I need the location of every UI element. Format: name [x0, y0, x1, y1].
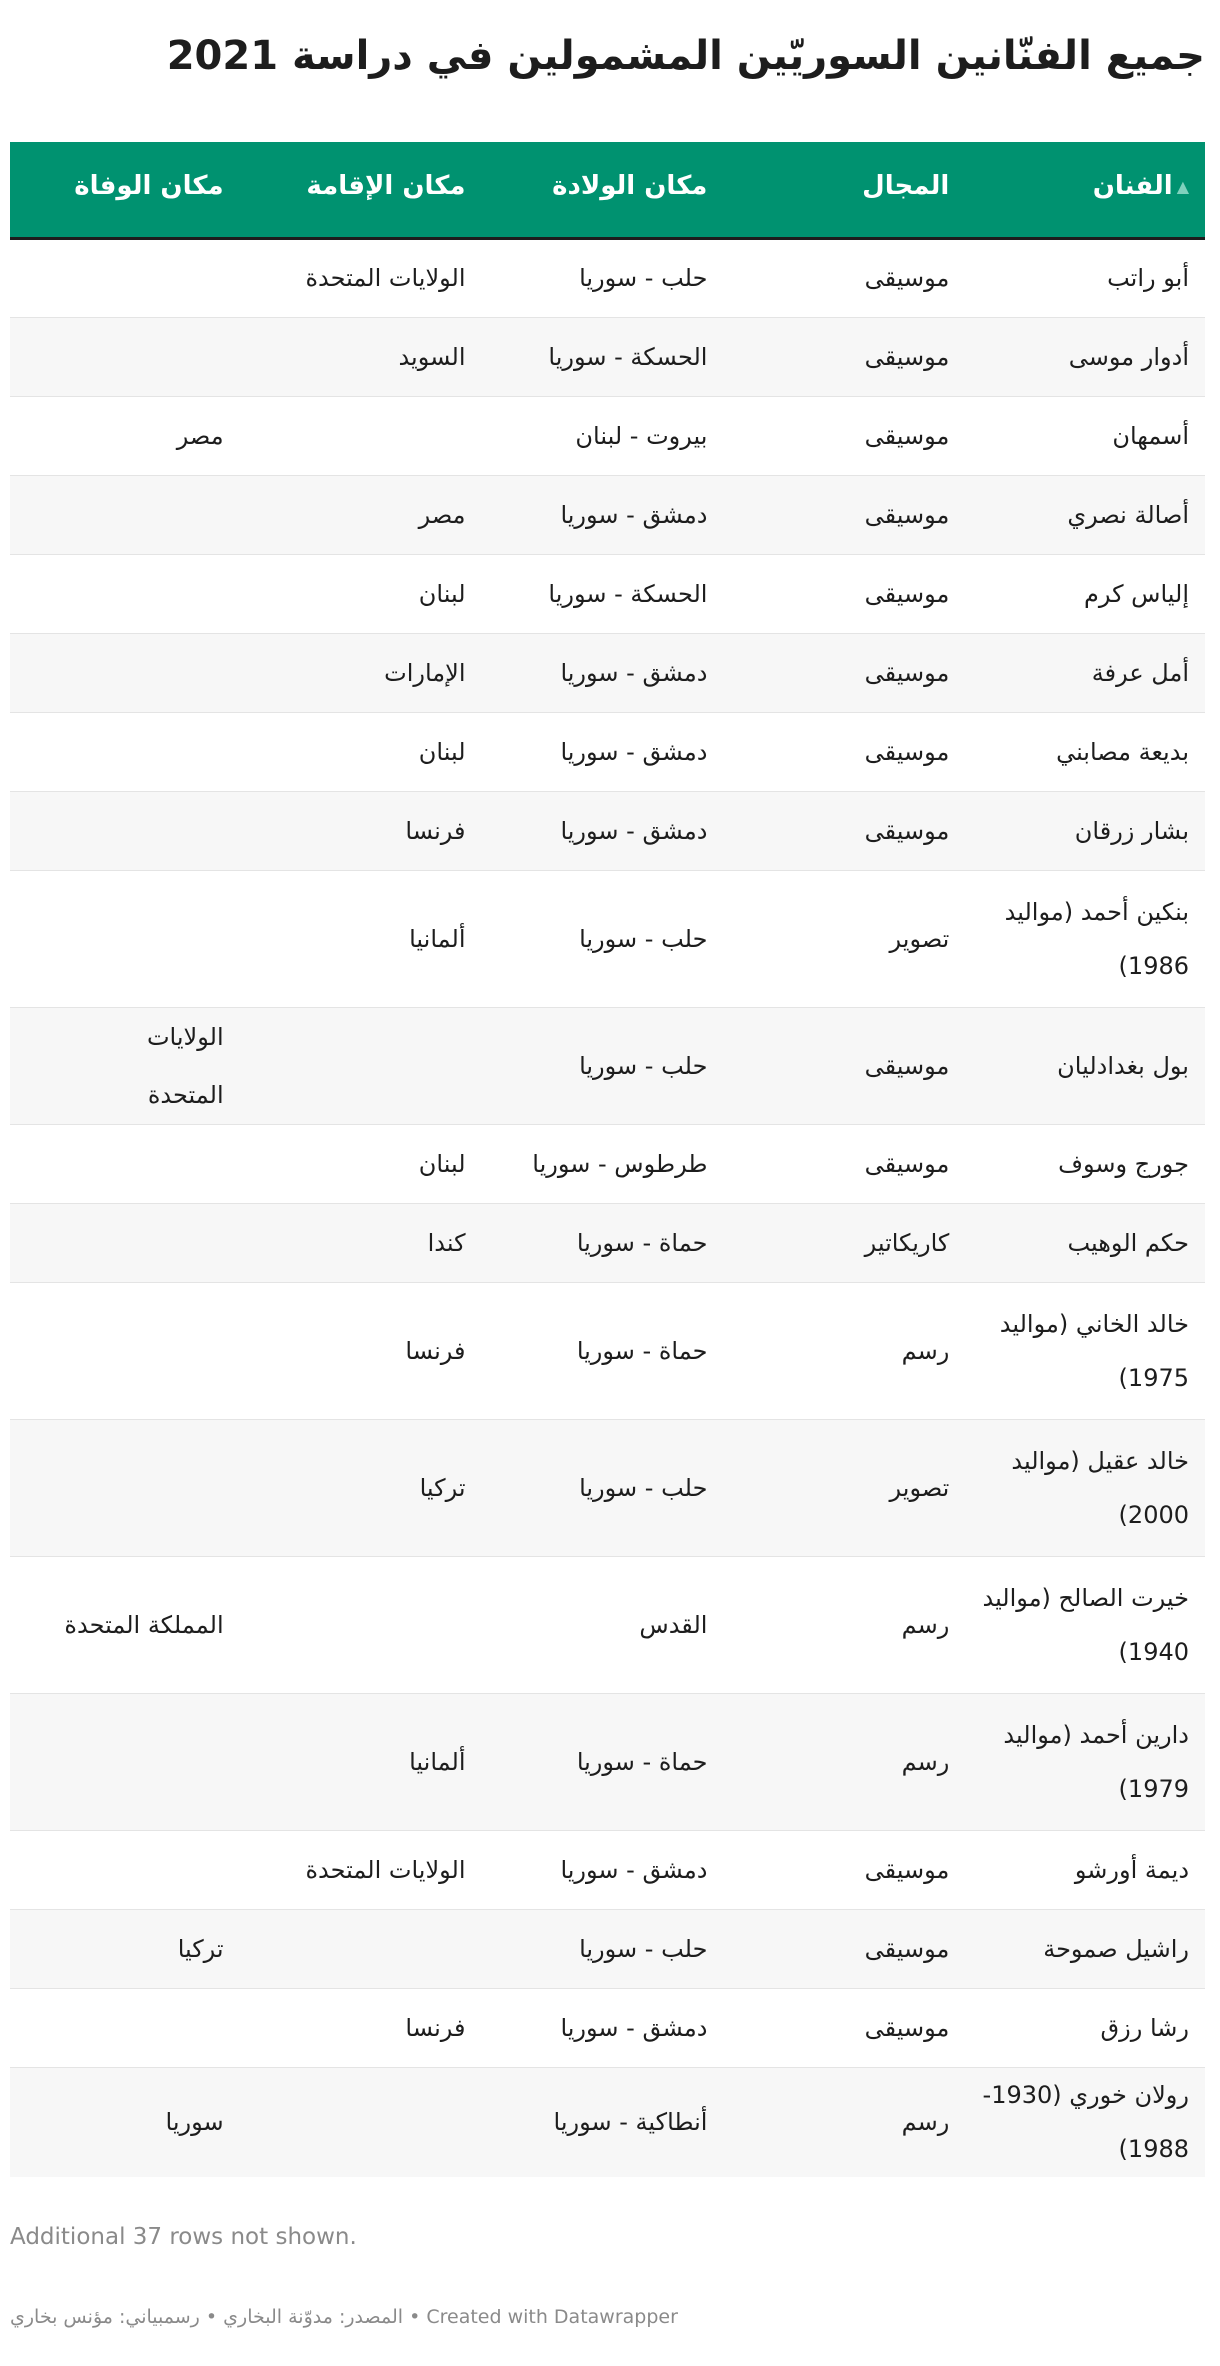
cell-deathplace	[10, 712, 240, 791]
cell-artist: أصالة نصري	[965, 475, 1205, 554]
cell-deathplace	[10, 1282, 240, 1419]
cell-birthplace: الحسكة - سوريا	[482, 317, 724, 396]
cell-artist: بنكين أحمد (مواليد 1986)	[965, 870, 1205, 1007]
cell-residence	[240, 396, 482, 475]
cell-birthplace: دمشق - سوريا	[482, 712, 724, 791]
cell-artist: أمل عرفة	[965, 633, 1205, 712]
table-row	[10, 2067, 1205, 2177]
table-row	[10, 1124, 1205, 1203]
cell-birthplace: حماة - سوريا	[482, 1203, 724, 1282]
table-row	[10, 1007, 1205, 1124]
table-row	[10, 712, 1205, 791]
cell-birthplace: أنطاكية - سوريا	[553, 2108, 708, 2137]
cell-birthplace: الحسكة - سوريا	[482, 554, 724, 633]
cell-deathplace: تركيا	[10, 1909, 240, 1988]
cell-artist: رشا رزق	[965, 1988, 1205, 2067]
cell-artist: دارين أحمد (مواليد 1979)	[965, 1693, 1205, 1830]
cell-birthplace: بيروت - لبنان	[482, 396, 724, 475]
cell-artist: خالد الخاني (مواليد 1975)	[965, 1282, 1205, 1419]
table-row	[10, 1909, 1205, 1988]
cell-residence	[240, 1556, 482, 1693]
cell-field: رسم	[723, 1693, 965, 1830]
cell-field: موسيقى	[723, 1124, 965, 1203]
cell-residence: لبنان	[240, 1124, 482, 1203]
column-header-label: مكان الوفاة	[74, 171, 224, 202]
column-header-deathplace[interactable]	[10, 142, 240, 238]
column-header-label: الفنان	[1092, 171, 1173, 202]
table-row	[10, 554, 1205, 633]
table-row	[10, 1830, 1205, 1909]
cell-deathplace: سوريا	[165, 2108, 224, 2137]
cell-residence: ألمانيا	[240, 870, 482, 1007]
cell-artist: خيرت الصالح (مواليد 1940)	[965, 1556, 1205, 1693]
cell-field: كاريكاتير	[723, 1203, 965, 1282]
cell-artist: حكم الوهيب	[965, 1203, 1205, 1282]
cell-field: موسيقى	[723, 554, 965, 633]
cell-field: تصوير	[723, 870, 965, 1007]
cell-deathplace	[10, 238, 240, 317]
table-row	[10, 1419, 1205, 1556]
cell-residence: فرنسا	[240, 1282, 482, 1419]
column-header-label: المجال	[862, 171, 950, 202]
footer-separator: •	[409, 2306, 421, 2328]
table-title: جميع الفنّانين السوريّين المشمولين في دراسة 2021	[166, 33, 1205, 79]
cell-deathplace: الولايات المتحدة	[10, 1007, 240, 1124]
cell-deathplace	[10, 633, 240, 712]
table-row	[10, 1282, 1205, 1419]
cell-birthplace: حلب - سوريا	[482, 1419, 724, 1556]
cell-birthplace: القدس	[482, 1556, 724, 1693]
cell-field: موسيقى	[723, 712, 965, 791]
cell-residence	[240, 1909, 482, 1988]
table-body	[10, 238, 1205, 2177]
cell-residence: الإمارات	[240, 633, 482, 712]
cell-field: موسيقى	[723, 396, 965, 475]
cell-artist: أبو راتب	[965, 238, 1205, 317]
cell-artist: بديعة مصابني	[965, 712, 1205, 791]
cell-artist: أدوار موسى	[965, 317, 1205, 396]
column-header-residence[interactable]	[240, 142, 482, 238]
cell-residence	[240, 2067, 482, 2177]
footer-credit: رسمبياني: مؤنس بخاري	[10, 2306, 200, 2328]
cell-residence: الولايات المتحدة	[240, 238, 482, 317]
cell-field: موسيقى	[723, 1830, 965, 1909]
cell-deathplace	[10, 791, 240, 870]
cell-deathplace	[10, 870, 240, 1007]
cell-birthplace: دمشق - سوريا	[482, 633, 724, 712]
cell-artist: بشار زرقان	[965, 791, 1205, 870]
cell-deathplace	[10, 475, 240, 554]
datawrapper-page	[10, 0, 1205, 2328]
footer-separator: •	[205, 2306, 218, 2328]
footer	[10, 2306, 1205, 2328]
cell-field: موسيقى	[723, 1988, 965, 2067]
cell-residence: كندا	[240, 1203, 482, 1282]
table-row	[10, 1988, 1205, 2067]
table-row	[10, 1556, 1205, 1693]
cell-birthplace: طرطوس - سوريا	[482, 1124, 724, 1203]
cell-field: موسيقى	[723, 633, 965, 712]
table-row	[10, 791, 1205, 870]
cell-birthplace: دمشق - سوريا	[482, 1830, 724, 1909]
cell-field: موسيقى	[723, 1909, 965, 1988]
cell-artist: جورج وسوف	[965, 1124, 1205, 1203]
cell-artist: راشيل صموحة	[965, 1909, 1205, 1988]
cell-field: موسيقى	[723, 791, 965, 870]
cell-field: رسم	[723, 1556, 965, 1693]
cell-residence: لبنان	[240, 712, 482, 791]
cell-residence: تركيا	[240, 1419, 482, 1556]
cell-residence: الولايات المتحدة	[240, 1830, 482, 1909]
cell-field: موسيقى	[723, 1007, 965, 1124]
cell-deathplace	[10, 1988, 240, 2067]
cell-birthplace: حلب - سوريا	[482, 238, 724, 317]
cell-artist: إلياس كرم	[965, 554, 1205, 633]
sort-ascending-icon[interactable]: ▲	[1176, 177, 1189, 197]
cell-artist: رولان خوري (1930-1988)	[982, 2081, 1189, 2164]
table-row	[10, 475, 1205, 554]
cell-deathplace: مصر	[10, 396, 240, 475]
cell-birthplace: حلب - سوريا	[482, 1909, 724, 1988]
cell-deathplace	[10, 1124, 240, 1203]
cell-residence: ألمانيا	[240, 1693, 482, 1830]
table-row	[10, 633, 1205, 712]
cell-residence: لبنان	[240, 554, 482, 633]
table-row	[10, 1203, 1205, 1282]
cell-birthplace: حماة - سوريا	[482, 1693, 724, 1830]
column-header-birthplace[interactable]	[482, 142, 724, 238]
cell-birthplace: دمشق - سوريا	[482, 1988, 724, 2067]
cell-field: موسيقى	[723, 317, 965, 396]
cell-deathplace	[10, 1419, 240, 1556]
column-header-artist[interactable]	[965, 142, 1205, 238]
notes-text: Additional 37 rows not shown.	[10, 2224, 357, 2250]
cell-artist: خالد عقيل (مواليد 2000)	[965, 1419, 1205, 1556]
cell-birthplace: دمشق - سوريا	[482, 791, 724, 870]
cell-field: تصوير	[723, 1419, 965, 1556]
cell-artist: أسمهان	[965, 396, 1205, 475]
table-row	[10, 317, 1205, 396]
cell-residence: السويد	[240, 317, 482, 396]
cell-field: رسم	[901, 2108, 950, 2137]
cell-field: موسيقى	[723, 238, 965, 317]
cell-residence	[240, 1007, 482, 1124]
column-header-label: مكان الإقامة	[306, 171, 466, 202]
cell-deathplace	[10, 1203, 240, 1282]
cell-field: رسم	[723, 1282, 965, 1419]
table-container	[10, 142, 1205, 2177]
footer-created-with-link[interactable]: Created with Datawrapper	[426, 2306, 678, 2328]
cell-birthplace: حماة - سوريا	[482, 1282, 724, 1419]
cell-deathplace: المملكة المتحدة	[10, 1556, 240, 1693]
cell-artist: ديمة أورشو	[965, 1830, 1205, 1909]
column-header-label: مكان الولادة	[552, 171, 708, 202]
table-row	[10, 870, 1205, 1007]
table-row	[10, 238, 1205, 317]
cell-birthplace: حلب - سوريا	[482, 870, 724, 1007]
cell-residence: فرنسا	[240, 1988, 482, 2067]
cell-deathplace	[10, 317, 240, 396]
table-row	[10, 1693, 1205, 1830]
cell-residence: مصر	[240, 475, 482, 554]
column-header-field[interactable]	[723, 142, 965, 238]
table-row	[10, 396, 1205, 475]
cell-field: موسيقى	[723, 475, 965, 554]
artists-table	[10, 142, 1205, 2177]
footer-source: المصدر: مدوّنة البخاري	[223, 2306, 404, 2328]
cell-deathplace	[10, 1830, 240, 1909]
cell-birthplace: دمشق - سوريا	[482, 475, 724, 554]
cell-deathplace	[10, 554, 240, 633]
cell-residence: فرنسا	[240, 791, 482, 870]
cell-birthplace: حلب - سوريا	[482, 1007, 724, 1124]
table-header-row	[10, 142, 1205, 238]
cell-artist: بول بغدادليان	[965, 1007, 1205, 1124]
cell-deathplace	[10, 1693, 240, 1830]
